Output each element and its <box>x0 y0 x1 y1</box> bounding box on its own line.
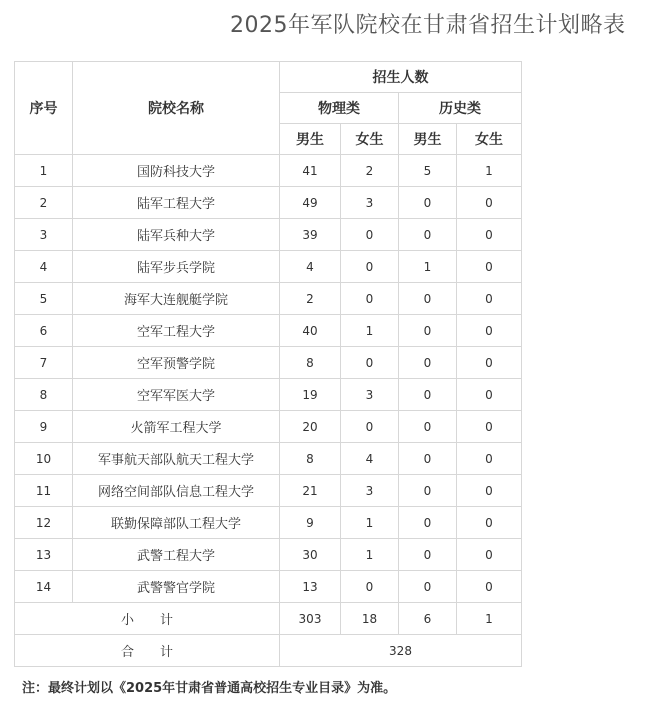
row-index: 2 <box>15 187 73 219</box>
history-male-count: 0 <box>399 539 457 571</box>
table-row <box>15 347 522 379</box>
physics-male-count: 4 <box>280 251 341 283</box>
school-name: 陆军步兵学院 <box>73 251 280 283</box>
history-male-count: 0 <box>399 315 457 347</box>
enrollment-table <box>14 61 522 667</box>
physics-female-count: 0 <box>341 571 399 603</box>
physics-male-count: 8 <box>280 347 341 379</box>
school-name: 武警工程大学 <box>73 539 280 571</box>
header-history-male: 男生 <box>399 124 457 155</box>
history-male-count: 0 <box>399 379 457 411</box>
row-index: 9 <box>15 411 73 443</box>
history-male-count: 1 <box>399 251 457 283</box>
subtotal-history-female: 1 <box>457 603 522 635</box>
school-name: 武警警官学院 <box>73 571 280 603</box>
physics-female-count: 3 <box>341 379 399 411</box>
table-row <box>15 315 522 347</box>
school-name: 海军大连舰艇学院 <box>73 283 280 315</box>
history-female-count: 0 <box>457 571 522 603</box>
subtotal-physics-female: 18 <box>341 603 399 635</box>
school-name: 空军工程大学 <box>73 315 280 347</box>
table-row <box>15 219 522 251</box>
school-name: 空军预警学院 <box>73 347 280 379</box>
school-name: 火箭军工程大学 <box>73 411 280 443</box>
table-row <box>15 475 522 507</box>
history-female-count: 1 <box>457 155 522 187</box>
table-row <box>15 411 522 443</box>
history-female-count: 0 <box>457 347 522 379</box>
row-index: 10 <box>15 443 73 475</box>
history-female-count: 0 <box>457 379 522 411</box>
physics-female-count: 0 <box>341 219 399 251</box>
history-female-count: 0 <box>457 411 522 443</box>
history-female-count: 0 <box>457 283 522 315</box>
physics-male-count: 8 <box>280 443 341 475</box>
header-physics: 物理类 <box>280 93 399 124</box>
physics-male-count: 13 <box>280 571 341 603</box>
history-male-count: 5 <box>399 155 457 187</box>
page-title: 2025年军队院校在甘肃省招生计划略表 <box>230 13 626 38</box>
subtotal-physics-male: 303 <box>280 603 341 635</box>
total-label: 合 计 <box>15 635 280 667</box>
table-row <box>15 283 522 315</box>
physics-male-count: 41 <box>280 155 341 187</box>
table-row <box>15 443 522 475</box>
physics-male-count: 2 <box>280 283 341 315</box>
history-female-count: 0 <box>457 539 522 571</box>
row-index: 5 <box>15 283 73 315</box>
history-male-count: 0 <box>399 475 457 507</box>
history-female-count: 0 <box>457 507 522 539</box>
row-index: 12 <box>15 507 73 539</box>
table-row <box>15 187 522 219</box>
physics-female-count: 0 <box>341 251 399 283</box>
history-male-count: 0 <box>399 187 457 219</box>
history-female-count: 0 <box>457 315 522 347</box>
history-male-count: 0 <box>399 411 457 443</box>
physics-female-count: 2 <box>341 155 399 187</box>
history-male-count: 0 <box>399 347 457 379</box>
physics-female-count: 1 <box>341 507 399 539</box>
header-index: 序号 <box>15 62 73 155</box>
history-male-count: 0 <box>399 571 457 603</box>
header-history: 历史类 <box>399 93 522 124</box>
row-index: 14 <box>15 571 73 603</box>
history-female-count: 0 <box>457 475 522 507</box>
school-name: 陆军工程大学 <box>73 187 280 219</box>
header-enroll: 招生人数 <box>280 62 522 93</box>
physics-male-count: 21 <box>280 475 341 507</box>
physics-female-count: 3 <box>341 475 399 507</box>
row-index: 1 <box>15 155 73 187</box>
table-row <box>15 379 522 411</box>
header-history-female: 女生 <box>457 124 522 155</box>
physics-male-count: 19 <box>280 379 341 411</box>
row-index: 13 <box>15 539 73 571</box>
school-name: 军事航天部队航天工程大学 <box>73 443 280 475</box>
history-male-count: 0 <box>399 283 457 315</box>
row-index: 6 <box>15 315 73 347</box>
total-value: 328 <box>280 635 522 667</box>
table-row <box>15 155 522 187</box>
subtotal-label: 小 计 <box>15 603 280 635</box>
school-name: 联勤保障部队工程大学 <box>73 507 280 539</box>
physics-male-count: 39 <box>280 219 341 251</box>
physics-female-count: 0 <box>341 347 399 379</box>
physics-female-count: 1 <box>341 539 399 571</box>
subtotal-row <box>15 603 522 635</box>
table-row <box>15 507 522 539</box>
header-physics-male: 男生 <box>280 124 341 155</box>
physics-female-count: 3 <box>341 187 399 219</box>
subtotal-history-male: 6 <box>399 603 457 635</box>
header-school: 院校名称 <box>73 62 280 155</box>
school-name: 陆军兵种大学 <box>73 219 280 251</box>
history-male-count: 0 <box>399 507 457 539</box>
school-name: 网络空间部队信息工程大学 <box>73 475 280 507</box>
table-row <box>15 539 522 571</box>
physics-female-count: 0 <box>341 411 399 443</box>
physics-male-count: 9 <box>280 507 341 539</box>
history-male-count: 0 <box>399 443 457 475</box>
history-female-count: 0 <box>457 187 522 219</box>
row-index: 11 <box>15 475 73 507</box>
row-index: 3 <box>15 219 73 251</box>
physics-male-count: 20 <box>280 411 341 443</box>
physics-female-count: 0 <box>341 283 399 315</box>
school-name: 空军军医大学 <box>73 379 280 411</box>
row-index: 4 <box>15 251 73 283</box>
footnote: 注：最终计划以《2025年甘肃省普通高校招生专业目录》为准。 <box>22 681 397 696</box>
total-row <box>15 635 522 667</box>
header-physics-female: 女生 <box>341 124 399 155</box>
physics-male-count: 40 <box>280 315 341 347</box>
physics-female-count: 1 <box>341 315 399 347</box>
history-female-count: 0 <box>457 219 522 251</box>
table-row <box>15 571 522 603</box>
table-row <box>15 251 522 283</box>
row-index: 7 <box>15 347 73 379</box>
history-female-count: 0 <box>457 251 522 283</box>
history-male-count: 0 <box>399 219 457 251</box>
row-index: 8 <box>15 379 73 411</box>
history-female-count: 0 <box>457 443 522 475</box>
physics-male-count: 30 <box>280 539 341 571</box>
physics-male-count: 49 <box>280 187 341 219</box>
physics-female-count: 4 <box>341 443 399 475</box>
school-name: 国防科技大学 <box>73 155 280 187</box>
